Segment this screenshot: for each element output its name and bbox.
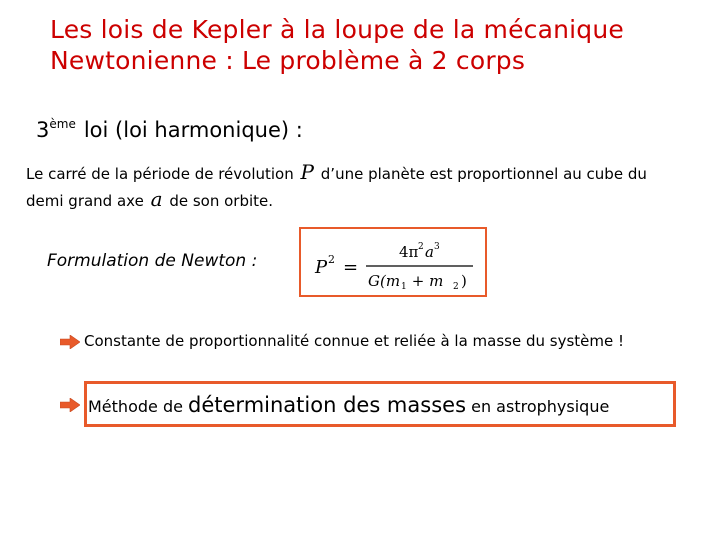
formula-denominator-g: G(m xyxy=(368,272,401,290)
bullet2-text-a: Méthode de xyxy=(88,397,183,416)
formula-numerator-exponent-1: 2 xyxy=(418,242,424,252)
bullet2-text-c: en astrophysique xyxy=(471,397,610,416)
formula-numerator-exponent-2: 3 xyxy=(434,242,440,252)
formula-equals: = xyxy=(343,257,359,278)
statement-part-3: de son orbite. xyxy=(169,192,274,210)
symbol-semi-major-axis: a xyxy=(150,187,163,211)
statement-part-2: d’une planète est proportionnel au cube du demi grand axe xyxy=(26,165,647,210)
formula-denominator-sub-1: 1 xyxy=(401,282,407,292)
law-text: loi (loi harmonique) : xyxy=(83,118,303,142)
symbol-period: P xyxy=(300,160,314,184)
bullet2-text-b: détermination des masses xyxy=(188,393,467,417)
title-line-2: Newtonienne : Le problème à 2 corps xyxy=(50,46,526,75)
title-line-1: Les lois de Kepler à la loupe de la mécanique xyxy=(50,15,625,44)
law-heading xyxy=(36,118,303,142)
law-number: 3 xyxy=(36,118,50,142)
arrow-right-icon xyxy=(60,335,80,349)
formula-numerator-variable: a xyxy=(425,243,434,261)
newton-formulation-label: Formulation de Newton : xyxy=(47,251,258,271)
arrow-right-icon xyxy=(60,398,80,412)
law-statement xyxy=(26,160,686,214)
formula-numerator-coefficient: 4π xyxy=(399,243,419,261)
formula-denominator-sub-2: 2 xyxy=(453,282,459,292)
formula-lhs-exponent: 2 xyxy=(328,253,335,266)
slide-title xyxy=(50,14,690,76)
statement-part-1: Le carré de la période de révolution xyxy=(26,165,294,183)
law-number-suffix: ème xyxy=(49,117,76,131)
formula-lhs: P xyxy=(315,257,328,278)
bullet-mass-determination xyxy=(88,392,609,420)
formula-denominator-plus: + m xyxy=(407,272,444,290)
kepler-formula xyxy=(301,229,485,295)
kepler-formula-box xyxy=(299,227,487,297)
formula-denominator-close: ) xyxy=(461,272,467,290)
bullet-constant: Constante de proportionnalité connue et reliée à la masse du système ! xyxy=(84,332,624,350)
